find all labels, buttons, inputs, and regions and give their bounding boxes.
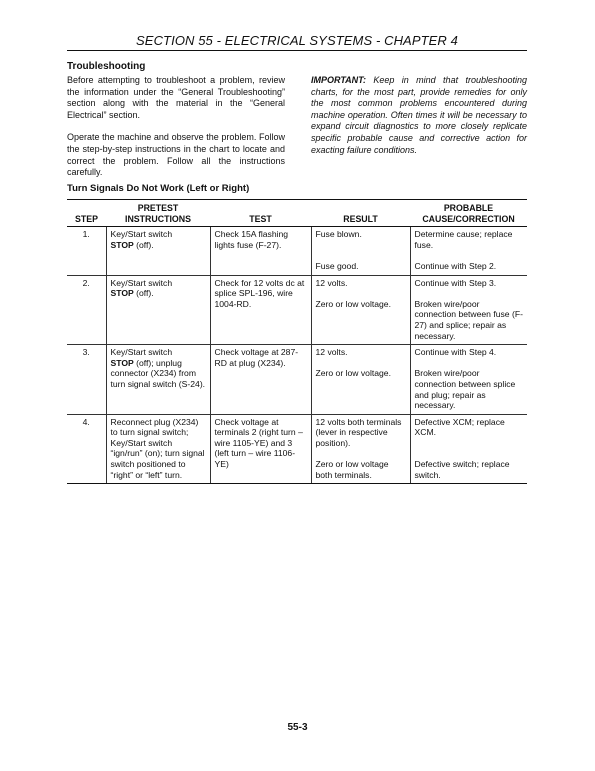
result-cell	[311, 414, 410, 484]
header-pretest	[106, 200, 210, 227]
cause-primary: Defective XCM; replace XCM.	[414, 416, 505, 438]
result-primary: 12 volts.	[315, 347, 348, 358]
intro-paragraph-1: Before attempting to troubleshoot a problem, review the information under the “General Troubleshooting” section along with the material in the “General Electrical” section.	[67, 75, 285, 120]
header-pretest-line2: INSTRUCTIONS	[125, 213, 191, 224]
section-header: SECTION 55 - ELECTRICAL SYSTEMS - CHAPTER 4	[136, 33, 458, 48]
table-row	[67, 275, 527, 345]
cause-secondary: Continue with Step 2.	[414, 260, 497, 271]
pretest-cell	[106, 275, 210, 345]
pretest-text: Key/Start switch	[110, 277, 173, 288]
pretest-text: Key/Start switch	[110, 229, 173, 240]
cause-primary: Determine cause; replace fuse.	[414, 229, 513, 250]
intro-column	[67, 75, 285, 190]
pretest-text: Reconnect plug (X234) to turn signal switch; Key/Start switch “ign/run” (on); turn signal switch positioned to “right” or “left” turn.	[110, 416, 205, 480]
pretest-text-tail: (off).	[133, 288, 154, 299]
intro-paragraph-2: Operate the machine and observe the problem. Follow the step-by-step instructions in the chart to locate and correct the problem. Follow all the instructions carefully.	[67, 132, 285, 178]
step-number: 1.	[67, 227, 106, 275]
pretest-bold: STOP	[110, 239, 134, 250]
table-title: Turn Signals Do Not Work (Left or Right)	[67, 183, 250, 194]
page-number: 55-3	[287, 722, 308, 733]
cause-primary: Continue with Step 3.	[414, 277, 497, 288]
cause-secondary: Broken wire/poor connection between fuse (F-27) and splice; repair as necessary.	[414, 298, 523, 341]
table-row	[67, 227, 527, 275]
pretest-bold: STOP	[110, 288, 134, 299]
step-number: 2.	[67, 275, 106, 345]
result-primary: 12 volts both terminals (lever in respective position).	[315, 416, 402, 448]
pretest-text-tail: (off).	[133, 239, 154, 250]
table-row	[67, 345, 527, 415]
cause-cell	[410, 414, 527, 484]
pretest-bold: STOP	[110, 357, 134, 368]
header-cause-line1: PROBABLE	[443, 203, 494, 213]
header-test: TEST	[210, 200, 311, 227]
cause-cell	[410, 227, 527, 275]
important-text: Keep in mind that troubleshooting charts, for the most part, provide remedies for only the most common problems encountered during machine operation. Often times it will be necessary to expand circuit diagnostics to more closely replicate specific probable cause and corrective action for exacting failure conditions.	[311, 75, 527, 155]
header-result: RESULT	[311, 200, 410, 227]
header-cause-line2: CAUSE/CORRECTION	[422, 213, 515, 224]
result-primary: 12 volts.	[315, 277, 348, 288]
test-cell: Check 15A flashing lights fuse (F-27).	[210, 227, 311, 275]
result-cell	[311, 227, 410, 275]
pretest-cell	[106, 227, 210, 275]
test-cell: Check voltage at 287-RD at plug (X234).	[210, 345, 311, 415]
result-secondary: Zero or low voltage.	[315, 298, 391, 309]
table-row	[67, 414, 527, 484]
cause-cell	[410, 345, 527, 415]
header-cause	[410, 200, 527, 227]
important-note	[311, 75, 527, 156]
result-secondary: Zero or low voltage.	[315, 368, 391, 379]
header-pretest-line1: PRETEST	[137, 203, 179, 213]
troubleshooting-title: Troubleshooting	[67, 61, 146, 72]
step-number: 3.	[67, 345, 106, 415]
cause-cell	[410, 275, 527, 345]
table-header-row	[67, 200, 527, 227]
test-cell: Check voltage at terminals 2 (right turn – wire 1105-YE) and 3 (left turn – wire 1106-YE)	[210, 414, 311, 484]
header-rule	[67, 50, 527, 51]
pretest-text-tail: (off); unplug connector (X234) from turn signal switch (S-24).	[110, 357, 206, 389]
result-secondary: Fuse good.	[315, 260, 359, 271]
cause-secondary: Defective switch; replace switch.	[414, 459, 510, 480]
result-secondary: Zero or low voltage both terminals.	[315, 459, 389, 480]
pretest-cell	[106, 345, 210, 415]
troubleshooting-table	[67, 199, 527, 484]
test-cell: Check for 12 volts dc at splice SPL-196, wire 1004-RD.	[210, 275, 311, 345]
cause-primary: Continue with Step 4.	[414, 347, 497, 358]
pretest-text: Key/Start switch	[110, 347, 173, 358]
important-label: IMPORTANT:	[311, 75, 366, 85]
result-primary: Fuse blown.	[315, 229, 362, 240]
cause-secondary: Broken wire/poor connection between splice and plug; repair as necessary.	[414, 368, 516, 411]
result-cell	[311, 275, 410, 345]
result-cell	[311, 345, 410, 415]
header-step: STEP	[67, 200, 106, 227]
step-number: 4.	[67, 414, 106, 484]
pretest-cell	[106, 414, 210, 484]
